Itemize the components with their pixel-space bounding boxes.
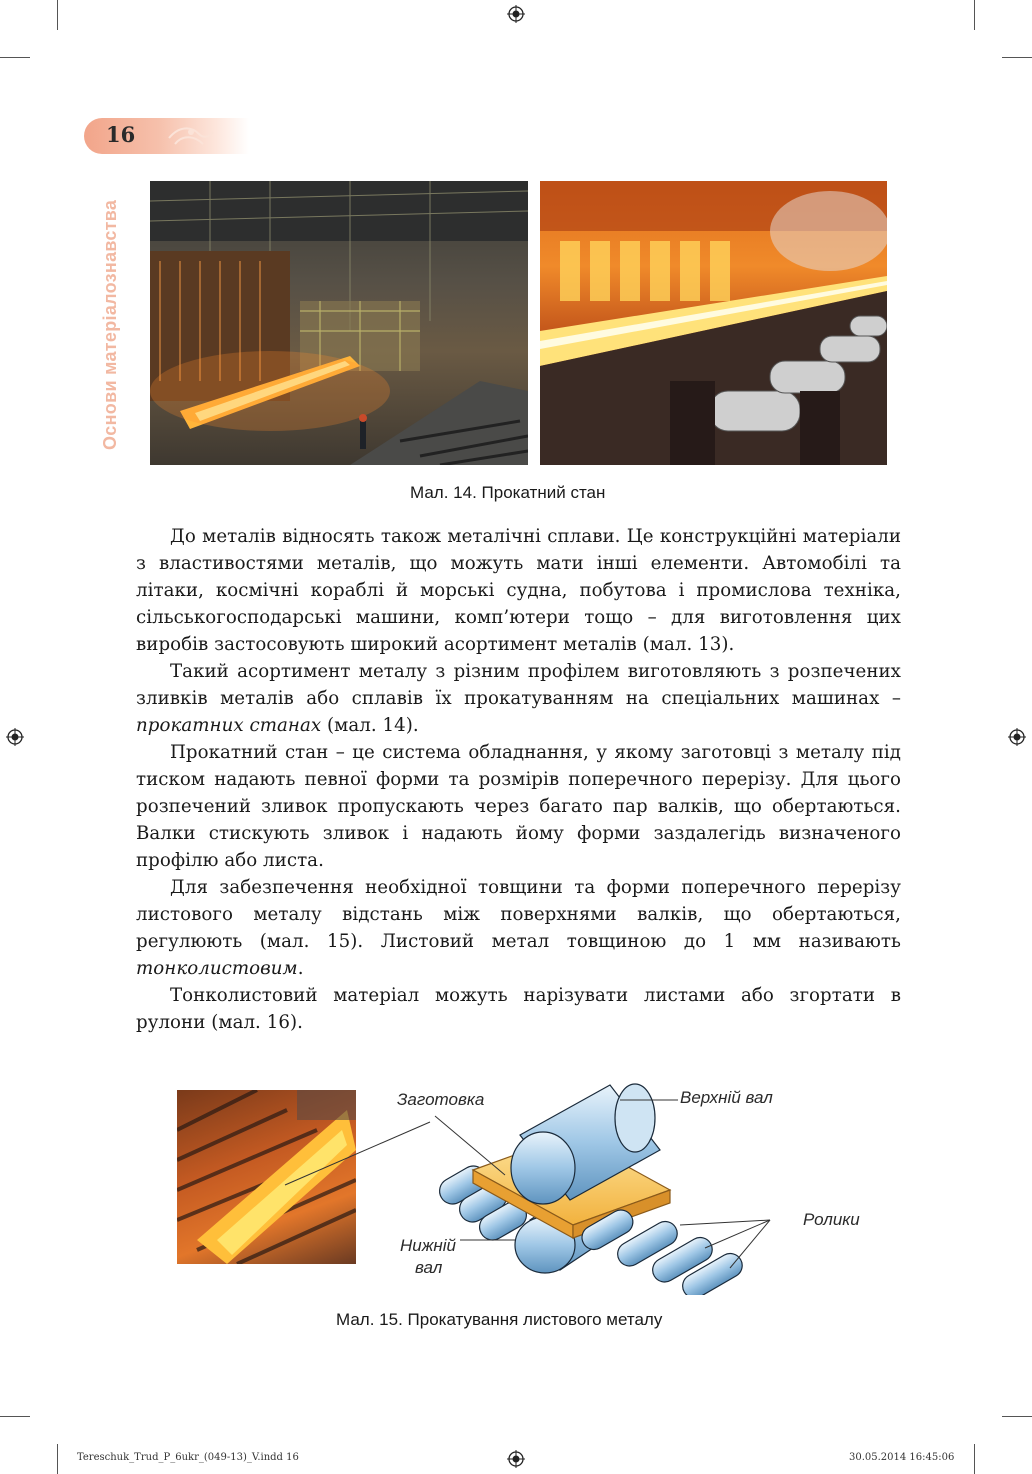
italic-term: прокатних станах bbox=[136, 715, 322, 736]
paragraph-text: Для забезпечення необхідної товщини та форми поперечного перерізу листового металу відстань між поверхнями валків, що обертаються, регулюють (мал. 15). Листовий метал товщиною до 1 мм називають bbox=[136, 877, 901, 952]
paragraph-text: Прокатний стан – це система обладнання, у якому заготовці з металу під тиском надають певної форми та розмірів поперечного перерізу. Для цього розпечений зливок пропускають через багато пар валків, що обертаються. Валки стискують зливок і надають йому форми заздалегідь визначеного профілю або листа. bbox=[136, 742, 901, 871]
crop-mark bbox=[0, 57, 30, 58]
crop-mark bbox=[57, 0, 58, 30]
footer-date: 30.05.2014 16:45:06 bbox=[849, 1452, 955, 1463]
paragraph bbox=[136, 982, 901, 1036]
crop-mark bbox=[1002, 57, 1032, 58]
crop-mark bbox=[974, 1444, 975, 1474]
label-lower-roll-line2: вал bbox=[415, 1258, 443, 1277]
rolling-mill-photo-1 bbox=[150, 181, 528, 465]
figure-14-caption: Мал. 14. Прокатний стан bbox=[410, 483, 606, 502]
paragraph bbox=[136, 874, 901, 982]
paragraph-text: (мал. 14). bbox=[321, 715, 419, 736]
rolling-mill-photo-2 bbox=[540, 181, 887, 465]
paragraph-text: До металів відносять також металічні сплави. Це конструкційні матеріали з властивостями металів, що можуть мати інші елементи. Автомобілі та літаки, космічні кораблі й морські судна, побутова і промислова техніка, сільськогосподарські машини, комп’ютери тощо – для виготовлення цих виробів застосовують широкий асортимент металів (мал. 13). bbox=[136, 526, 901, 655]
paragraph bbox=[136, 739, 901, 874]
label-lower-roll-line1: Нижній bbox=[400, 1236, 457, 1255]
paragraph bbox=[136, 523, 901, 658]
label-upper-roll: Верхній вал bbox=[680, 1088, 773, 1107]
page-number: 16 bbox=[106, 122, 136, 147]
paragraph-text: Тонколистовий матеріал можуть нарізувати листами або згортати в рулони (мал. 16). bbox=[136, 985, 901, 1033]
crop-mark bbox=[57, 1444, 58, 1474]
decorative-ornament-icon bbox=[165, 120, 215, 152]
paragraph-text: . bbox=[297, 958, 304, 979]
paragraph bbox=[136, 658, 901, 739]
registration-mark-icon bbox=[507, 1450, 525, 1468]
crop-mark bbox=[974, 0, 975, 30]
figure-15-caption: Мал. 15. Прокатування листового металу bbox=[336, 1310, 663, 1329]
registration-mark-icon bbox=[507, 5, 525, 23]
registration-mark-icon bbox=[1008, 728, 1026, 746]
rolling-diagram bbox=[260, 1080, 880, 1295]
crop-mark bbox=[1002, 1416, 1032, 1417]
label-workpiece: Заготовка bbox=[397, 1090, 485, 1109]
label-rollers: Ролики bbox=[803, 1210, 860, 1229]
italic-term: тонколистовим bbox=[136, 958, 298, 979]
body-text bbox=[136, 523, 901, 1036]
paragraph-text: Такий асортимент металу з різним профілем виготовляють з розпечених зливків металів або сплавів їх прокатуванням на спеціальних машинах – bbox=[136, 661, 901, 709]
crop-mark bbox=[0, 1416, 30, 1417]
section-side-title: Основи матеріалознавства bbox=[100, 199, 120, 450]
registration-mark-icon bbox=[6, 728, 24, 746]
footer-file-name: Tereschuk_Trud_P_6ukr_(049-13)_V.indd 16 bbox=[77, 1452, 299, 1463]
